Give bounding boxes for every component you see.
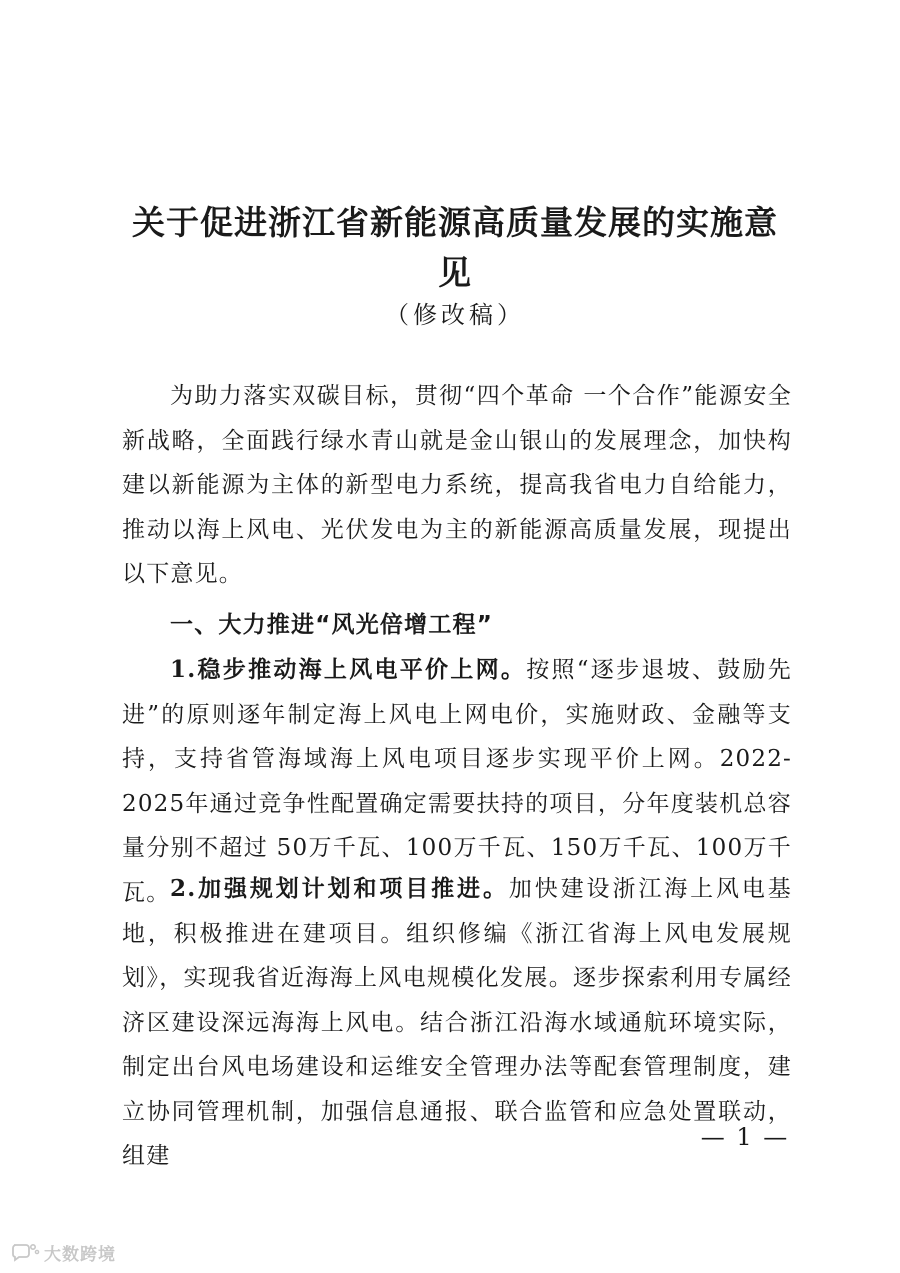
item-2-lead: 2.加强规划计划和项目推进。 [170,875,509,902]
intro-paragraph: 为助力落实双碳目标，贯彻“四个革命 一个合作”能源安全新战略，全面践行绿水青山就是金山银山的发展理念，加快构建以新能源为主体的新型电力系统，提高我省电力自给能力，推动以海上风电、光伏发电为主的新能源高质量发展，现提出以下意见。 [122,383,792,587]
speech-bubble-logo-icon [10,1242,40,1262]
document-title: 关于促进浙江省新能源高质量发展的实施意见 [132,203,778,292]
watermark [10,1240,116,1264]
item-1-body: 按照“逐步退坡、鼓励先进”的原则逐年制定海上风电上网电价，实施财政、金融等支持，支持省管海域海上风电项目逐步实现平价上网。2022-2025年通过竞争性配置确定需要扶持的项目，分年度装机总容量分别不超过 50万千瓦、100万千瓦、150万千瓦、100万千瓦。 [122,657,792,906]
watermark-text: 大数跨境 [44,1244,116,1265]
item-1-lead: 1.稳步推动海上风电平价上网。 [170,656,527,683]
page-number: — 1 — [700,1123,790,1151]
section-heading: 一、大力推进“风光倍增工程” [170,612,494,638]
document-subtitle: （修改稿） [385,301,525,329]
item-2-body: 加快建设浙江海上风电基地，积极推进在建项目。组织修编《浙江省海上风电发展规划》，实现我省近海海上风电规模化发展。逐步探索利用专属经济区建设深远海海上风电。结合浙江沿海水域通航环境实际，制定出台风电场建设和运维安全管理办法等配套管理制度，建立协同管理机制，加强信息通报、联合监管和应急处置联动，组建 [122,876,793,1169]
